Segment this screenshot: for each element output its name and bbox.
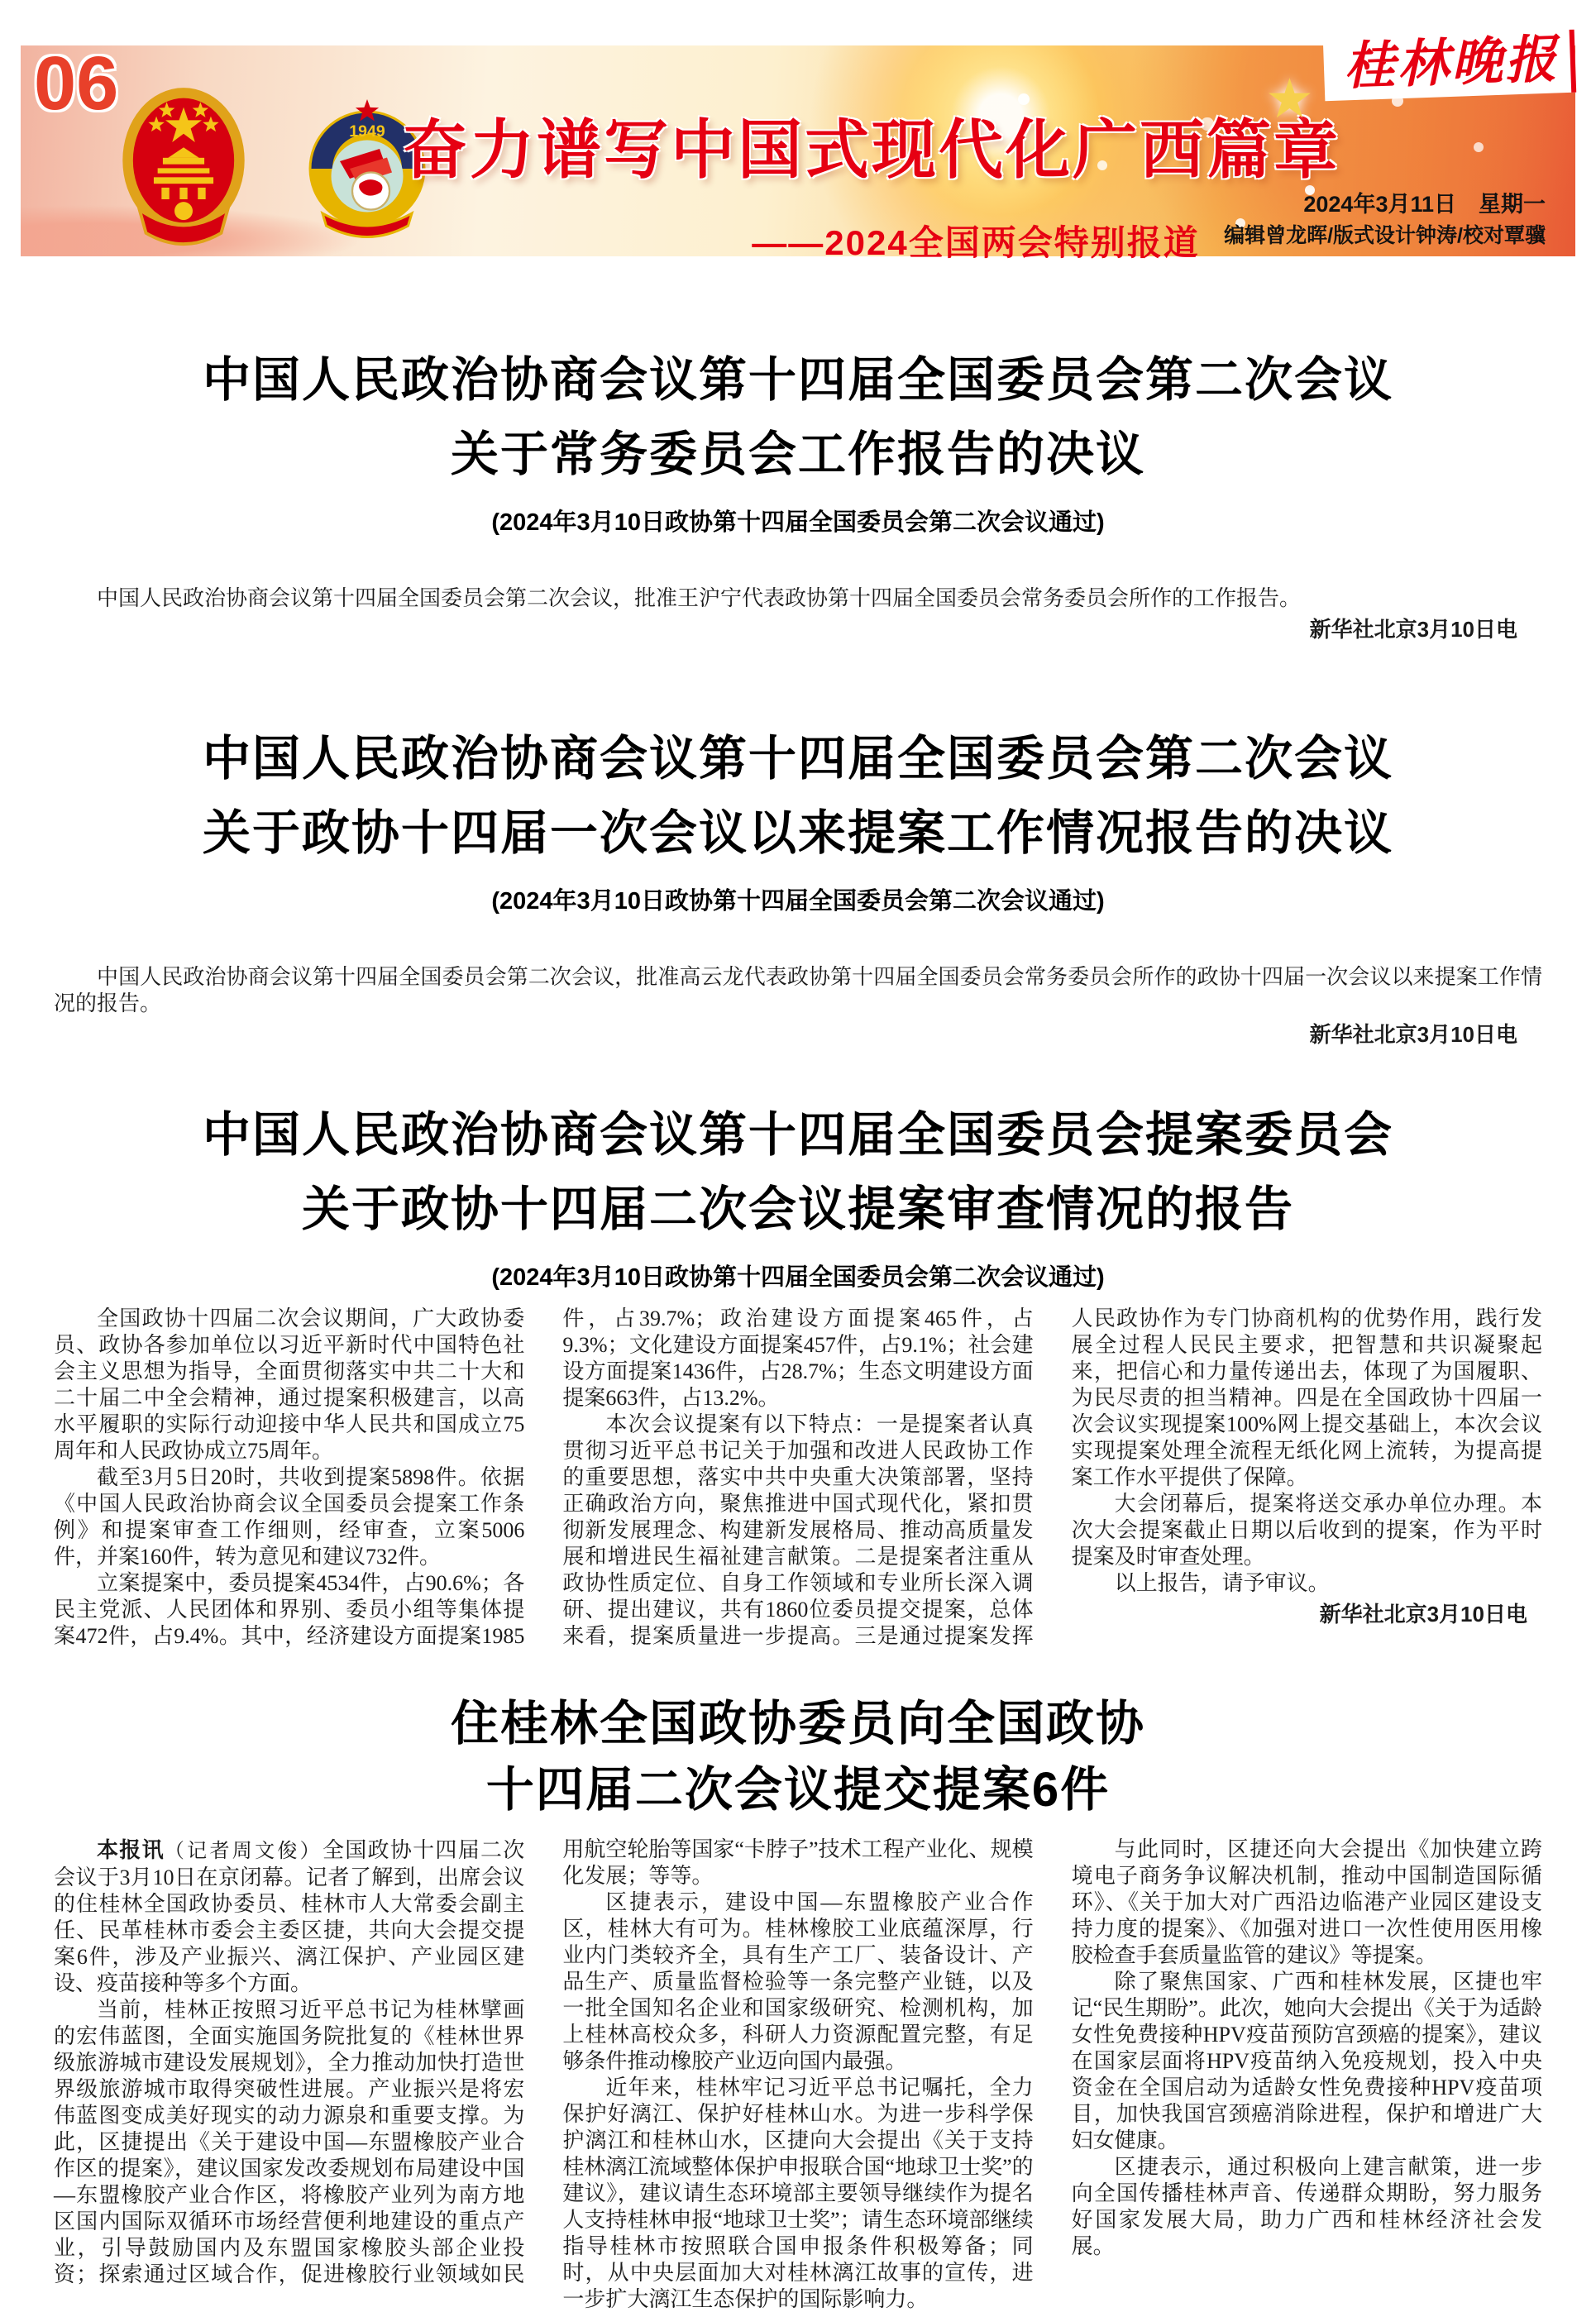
paragraph: 大会闭幕后，提案将送交承办单位办理。本次大会提案截止日期以后收到的提案，作为平时提案及时审查处理。 — [1071, 1492, 1542, 1569]
article-title — [54, 1098, 1542, 1247]
lead-text: 全国政协十四届二次会议于3月10日在京闭幕。记者了解到，出席会议的住桂林全国政协委员、桂林市人大常委会副主任、民革桂林市委会主委区捷，共向大会提交提案6件，涉及产业振兴、漓江保护、产业园区建设、疫苗接种等多个方面。 — [54, 1838, 525, 1995]
article-subtitle: (2024年3月10日政协第十四届全国委员会第二次会议通过) — [491, 509, 1105, 536]
star-icon: ★ — [1264, 69, 1314, 130]
article-title-line: 关于政协十四届一次会议以来提案工作情况报告的决议 — [202, 806, 1393, 860]
article-title-line: 住桂林全国政协委员向全国政协 — [450, 1697, 1145, 1751]
article-proposal-review-report — [54, 1098, 1542, 1650]
page-number: 06 — [34, 41, 119, 126]
article-columns — [54, 1837, 1542, 2312]
paragraph: 中国人民政治协商会议第十四届全国委员会第二次会议，批准高云龙代表政协第十四届全国委员会常务委员会所作的政协十四届一次会议以来提案工作情况的报告。 — [54, 965, 1542, 1015]
staff-credits: 编辑曾龙晖/版式设计钟涛/校对覃骥 — [1224, 224, 1546, 247]
header-banner — [21, 31, 1575, 262]
paragraph: 立案提案中，委员提案4534件，占90.6%；各民主党派、人民团体和界别、委员小组等集体提案472件，占9.4%。其中，经济建设方面提案1985件，占39.7%；政治建设方面提案465件，占9.3%；文化建设方面提案457件，占9.1%；社会建设方面提案1436件，占28.7%；生态文明建设方面提案663件，占13.2%。 — [54, 1306, 1034, 1648]
article-body — [54, 964, 1542, 1049]
byline: 新华社北京3月10日电 — [1309, 1022, 1517, 1047]
paragraph: 以上报告，请予审议。 — [1114, 1571, 1330, 1595]
article-title-line: 十四届二次会议提交提案6件 — [485, 1763, 1111, 1817]
paragraph: 与此同时，区捷还向大会提出《加快建立跨境电子商务争议解决机制，推动中国制造国际循环》、《关于加大对广西沿边临港产业园区建设支持力度的提案》、《加强对进口一次性使用医用橡胶检查手套质量监管的建议》等提案。 — [1071, 1837, 1542, 1967]
article-proposal-work-resolution — [54, 722, 1542, 1049]
paragraph: 除了聚焦国家、广西和桂林发展，区捷也牢记“民生期盼”。此次，她向大会提出《关于为适龄女性免费接种HPV疫苗预防宫颈癌的提案》，建议在国家层面将HPV疫苗纳入免疫规划，投入中央资金在全国启动为适龄女性免费接种HPV疫苗项目，加快我国宫颈癌消除进程，保护和增进广大妇女健康。 — [1071, 1970, 1542, 2152]
article-guilin-cppcc-members-proposals — [54, 1691, 1542, 2312]
paragraph: 全国政协十四届二次会议期间，广大政协委员、政协各参加单位以习近平新时代中国特色社会主义思想为指导，全面贯彻落实中共二十大和二十届二中全会精神，通过提案积极建言，以高水平履职的实际行动迎接中华人民共和国成立75周年和人民政协成立75周年。 — [54, 1306, 525, 1463]
article-title-line: 关于政协十四届二次会议提案审查情况的报告 — [301, 1182, 1294, 1236]
article-subtitle: (2024年3月10日政协第十四届全国委员会第二次会议通过) — [491, 888, 1105, 915]
masthead: 桂林晚报 — [1323, 30, 1576, 102]
article-title — [54, 722, 1542, 871]
date-line: 2024年3月11日 星期一 — [1303, 192, 1546, 217]
paragraph: 区捷表示，建设中国—东盟橡胶产业合作区，桂林大有可为。桂林橡胶工业底蕴深厚，行业内门类较齐全，具有生产工厂、装备设计、产品生产、质量监督检验等一条完整产业链，以及一批全国知名企业和国家级研究、检测机构，加上桂林高校众多，科研人力资源配置完整，有足够条件推动橡胶产业迈向国内最强。 — [562, 1890, 1034, 2073]
byline: 新华社北京3月10日电 — [1319, 1602, 1527, 1627]
banner-title: 奋力谱写中国式现代化广西篇章 — [403, 113, 1341, 186]
article-title-line: 中国人民政治协商会议第十四届全国委员会提案委员会 — [202, 1108, 1393, 1162]
article-standing-committee-resolution — [54, 343, 1542, 643]
banner-subtitle: ——2024全国两会特别报道 — [752, 223, 1200, 262]
lead-paragraph — [54, 1837, 524, 1997]
article-title — [54, 1691, 1542, 1823]
article-title-line: 中国人民政治协商会议第十四届全国委员会第二次会议 — [202, 353, 1393, 407]
article-title — [54, 343, 1542, 492]
lead-label: 本报讯 — [97, 1837, 165, 1862]
article-columns — [54, 1306, 1542, 1650]
paragraph: 中国人民政治协商会议第十四届全国委员会第二次会议，批准王沪宁代表政协第十四届全国委员会常务委员会所作的工作报告。 — [97, 586, 1302, 610]
sparkle-dots-decoration — [21, 45, 26, 50]
article-body — [54, 585, 1542, 643]
article-title-line: 关于常务委员会工作报告的决议 — [450, 428, 1145, 481]
article-subtitle: (2024年3月10日政协第十四届全国委员会第二次会议通过) — [491, 1264, 1105, 1291]
paragraph: 当前，桂林正按照习近平总书记为桂林擘画的宏伟蓝图，全面实施国务院批复的《桂林世界级旅游城市建设发展规划》，全力推动加快打造世界级旅游城市取得突破性进展。产业振兴是将宏伟蓝图变成美好现实的动力源泉和重要支撑。为此，区捷提出《关于建设中国—东盟橡胶产业合作区的提案》，建议国家发改委规划布局建设中国—东盟橡胶产业合作区，将橡胶产业列为南方地区国内国际双循环市场经营便利地建设的重点产业，引导鼓励国内及东盟国家橡胶头部企业投资；探索通过区域合作，促进橡胶行业领域如民用航空轮胎等国家“卡脖子”技术工程产业化、规模化发展；等等。 — [54, 1837, 1034, 2286]
article-title-line: 中国人民政治协商会议第十四届全国委员会第二次会议 — [202, 732, 1393, 786]
paragraph: 区捷表示，通过积极向上建言献策，进一步向全国传播桂林声音、传递群众期盼，努力服务好国家发展大局，助力广西和桂林经济社会发展。 — [1071, 2155, 1542, 2258]
national-emblem-icon — [118, 85, 249, 256]
byline: 新华社北京3月10日电 — [1309, 617, 1517, 642]
reporter-credit: （记者周文俊） — [164, 1841, 323, 1862]
paragraph: 截至3月5日20时，共收到提案5898件。依据《中国人民政治协商会议全国委员会提案工作条例》和提案审查工作细则，经审查，立案5006件，并案160件，转为意见和建议732件。 — [54, 1465, 525, 1569]
paragraph: 本次会议提案有以下特点：一是提案者认真贯彻习近平总书记关于加强和改进人民政协工作的重要思想，落实中共中央重大决策部署，坚持正确政治方向，聚焦推进中国式现代化，紧扣贯彻新发展理念、构建新发展格局、推动高质量发展和增进民生福祉建言献策。二是提案者注重从政协性质定位、自身工作领域和专业所长深入调研、提出建议，共有1860位委员提交提案，总体来看，提案质量进一步提高。三是通过提案发挥人民政协作为专门协商机构的优势作用，践行发展全过程人民民主要求，把智慧和共识凝聚起来，把信心和力量传递出去，体现了为国履职、为民尽责的担当精神。四是在全国政协十四届一次会议实现提案100%网上提交基础上，本次会议实现提案处理全流程无纸化网上流转，为提高提案工作水平提供了保障。 — [562, 1306, 1542, 1648]
paragraph: 近年来，桂林牢记习近平总书记嘱托，全力保护好漓江、保护好桂林山水。为进一步科学保护漓江和桂林山水，区捷向大会提出《关于支持桂林漓江流域整体保护申报联合国“地球卫士奖”的建议》，建议请生态环境部主要领导继续作为提名人支持桂林申报“地球卫士奖”；请生态环境部继续指导桂林市按照联合国申报条件积极筹备；同时，从中央层面加大对桂林漓江故事的宣传，进一步扩大漓江生态保护的国际影响力。 — [562, 2076, 1034, 2311]
svg-text:1949: 1949 — [349, 122, 385, 141]
